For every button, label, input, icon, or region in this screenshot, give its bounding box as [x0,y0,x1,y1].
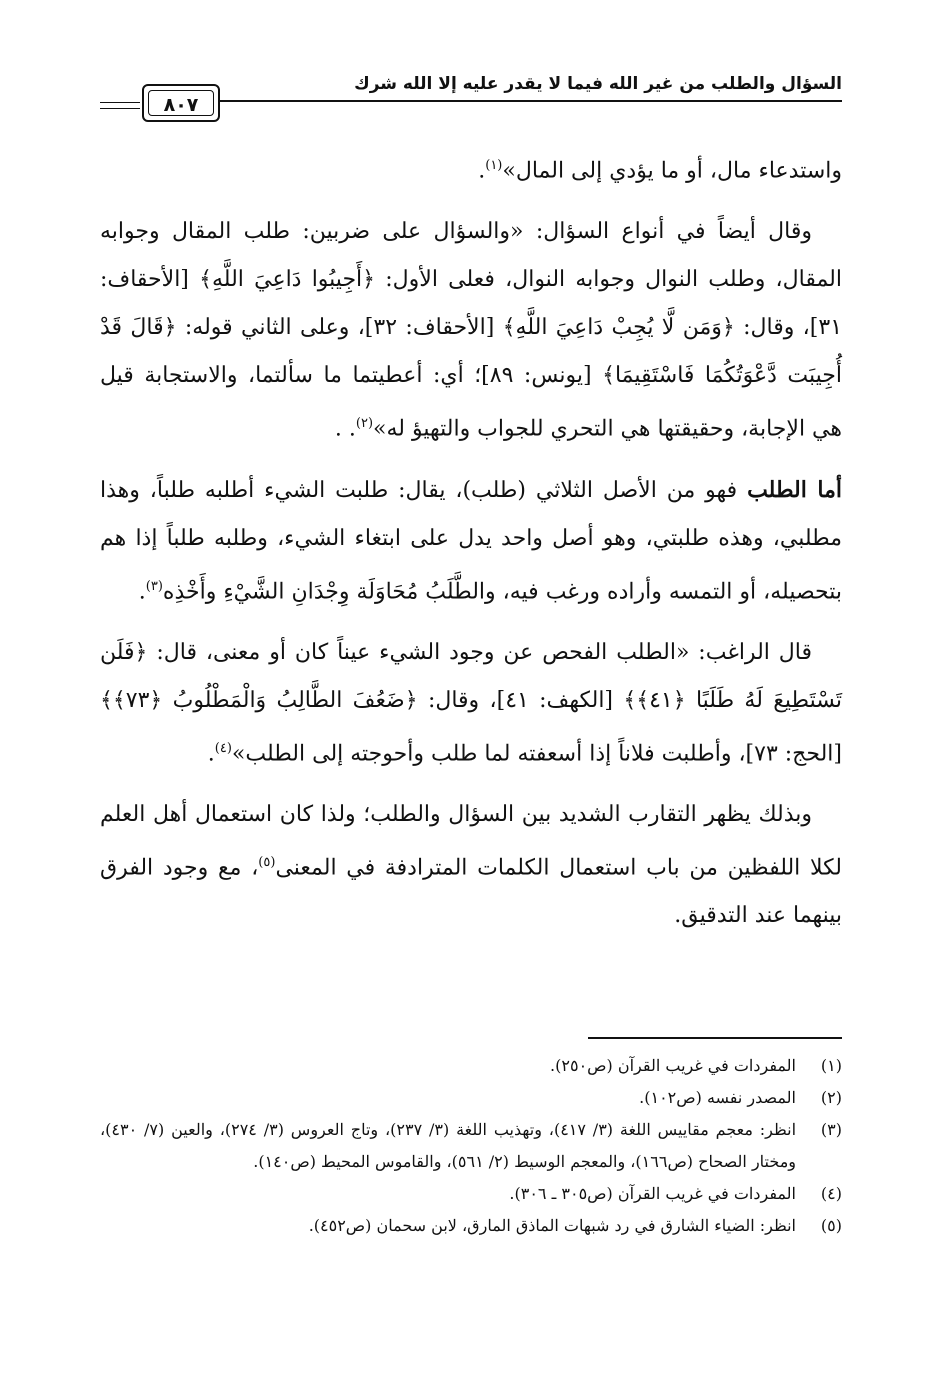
main-text [100,142,842,953]
paragraph-3 [100,466,842,617]
page-number-frame [142,84,220,122]
header-rule-left-double [100,108,140,109]
paragraph-4 [100,629,842,779]
footnote-ref-1: (١) [485,158,503,173]
paragraph-5 [100,791,842,941]
running-title: السؤال والطلب من غير الله فيما لا يقدر عليه إلا الله شرك [354,74,842,94]
page-number: ٨٠٧ [148,90,214,116]
footnote-text: المفردات في غريب القرآن (ص٢٥٠). [550,1056,796,1075]
footnote-text: انظر: معجم مقاييس اللغة (٣/ ٤١٧)، وتهذيب اللغة (٣/ ٢٣٧)، وتاج العروس (٣/ ٢٧٤)، والعين (٧/ ٤٣٠)، ومختار الصحاح (ص١٦٦)، والمعجم الوسيط (٢/ ٥٦١)، والقاموس المحيط (ص١٤٠). [100,1120,797,1171]
paragraph-1-end: . [478,158,486,184]
paragraph-1-text: واستدعاء مال، أو ما يؤدي إلى المال» [502,158,842,184]
paragraph-3-end: . [138,579,146,605]
footnote-3 [100,1114,842,1178]
paragraph-2 [100,208,842,454]
footnote-ref-5: (٥) [258,854,276,870]
footnote-number: (٣) [820,1120,842,1139]
paragraph-2-end: . . [334,416,356,442]
paragraph-4-text: قال الراغب: «الطلب الفحص عن وجود الشيء عيناً كان أو معنى، قال: ﴿فَلَن تَسْتَطِيعَ لَهُ طَلَبًا ﴿٤١﴾﴾ [الكهف: ٤١]، وقال: ﴿ضَعُفَ الطَّالِبُ وَالْمَطْلُوبُ ﴿٧٣﴾﴾ [الحج: ٧٣]، وأطلبت فلاناً إذا أسعفته لما طلب وأحوجته إلى الطلب» [100,639,842,767]
header-rule-left [100,102,140,103]
footnote-4 [100,1178,842,1210]
footnote-number: (٥) [820,1216,842,1235]
footnote-number: (٤) [820,1184,842,1203]
footnote-1 [100,1050,842,1082]
footnote-text: المفردات في غريب القرآن (ص٣٠٥ ـ ٣٠٦). [509,1184,796,1203]
footnotes [100,1050,842,1242]
footnote-number: (٢) [820,1088,842,1107]
page-header [100,72,842,132]
footnote-number: (١) [820,1056,842,1075]
paragraph-3-text: فهو من الأصل الثلاثي (طلب)، يقال: طلبت الشيء أطلبه طلباً، وهذا مطلبي، وهذه طلبتي، وهو أصل واحد يدل على ابتغاء الشيء، وطلبه طلباً إذا هم بتحصيله، أو التمسه وأراده ورغب فيه، والطَّلَبُ مُحَاوَلَة وِجْدَانِ الشَّيْءِ وأَخْذِه [100,477,842,605]
footnote-2 [100,1082,842,1114]
footnote-text: المصدر نفسه (ص١٠٢). [639,1088,796,1107]
paragraph-5-text: وبذلك يظهر التقارب الشديد بين السؤال والطلب؛ ولذا كان استعمال أهل العلم لكلا اللفظين من باب استعمال الكلمات المترادفة في المعنى [100,801,842,881]
footnote-ref-3: (٣) [145,579,163,595]
paragraph-5-end: ، مع وجود الفرق بينهما عند التدقيق. [100,855,842,929]
footnote-ref-2: (٢) [355,416,374,432]
footnote-5 [100,1210,842,1242]
footnote-text: انظر: الضياء الشارق في رد شبهات الماذق المارق، لابن سحمان (ص٤٥٢). [308,1216,796,1235]
footnote-separator [588,1037,842,1039]
paragraph-3-lead: أما الطلب [747,476,842,503]
paragraph-2-text: وقال أيضاً في أنواع السؤال: «والسؤال على ضربين: طلب المقال وجوابه المقال، وطلب النوال وجوابه النوال، فعلى الأول: ﴿أَجِيبُوا دَاعِيَ اللَّهِ﴾ [الأحقاف: ٣١]، وقال: ﴿وَمَن لَّا يُجِبْ دَاعِيَ اللَّهِ﴾ [الأحقاف: ٣٢]، وعلى الثاني قوله: ﴿قَالَ قَدْ أُجِيبَت دَّعْوَتُكُمَا فَاسْتَقِيمَا﴾ [يونس: ٨٩]؛ أي: أعطيتما ما سألتما، والاستجابة قيل هي الإجابة، وحقيقتها هي التحري للجواب والتهيؤ له» [100,218,843,442]
footnote-ref-4: (٤) [214,741,232,757]
paragraph-1 [100,142,842,196]
header-rule [218,100,842,102]
paragraph-4-end: . [207,741,215,767]
